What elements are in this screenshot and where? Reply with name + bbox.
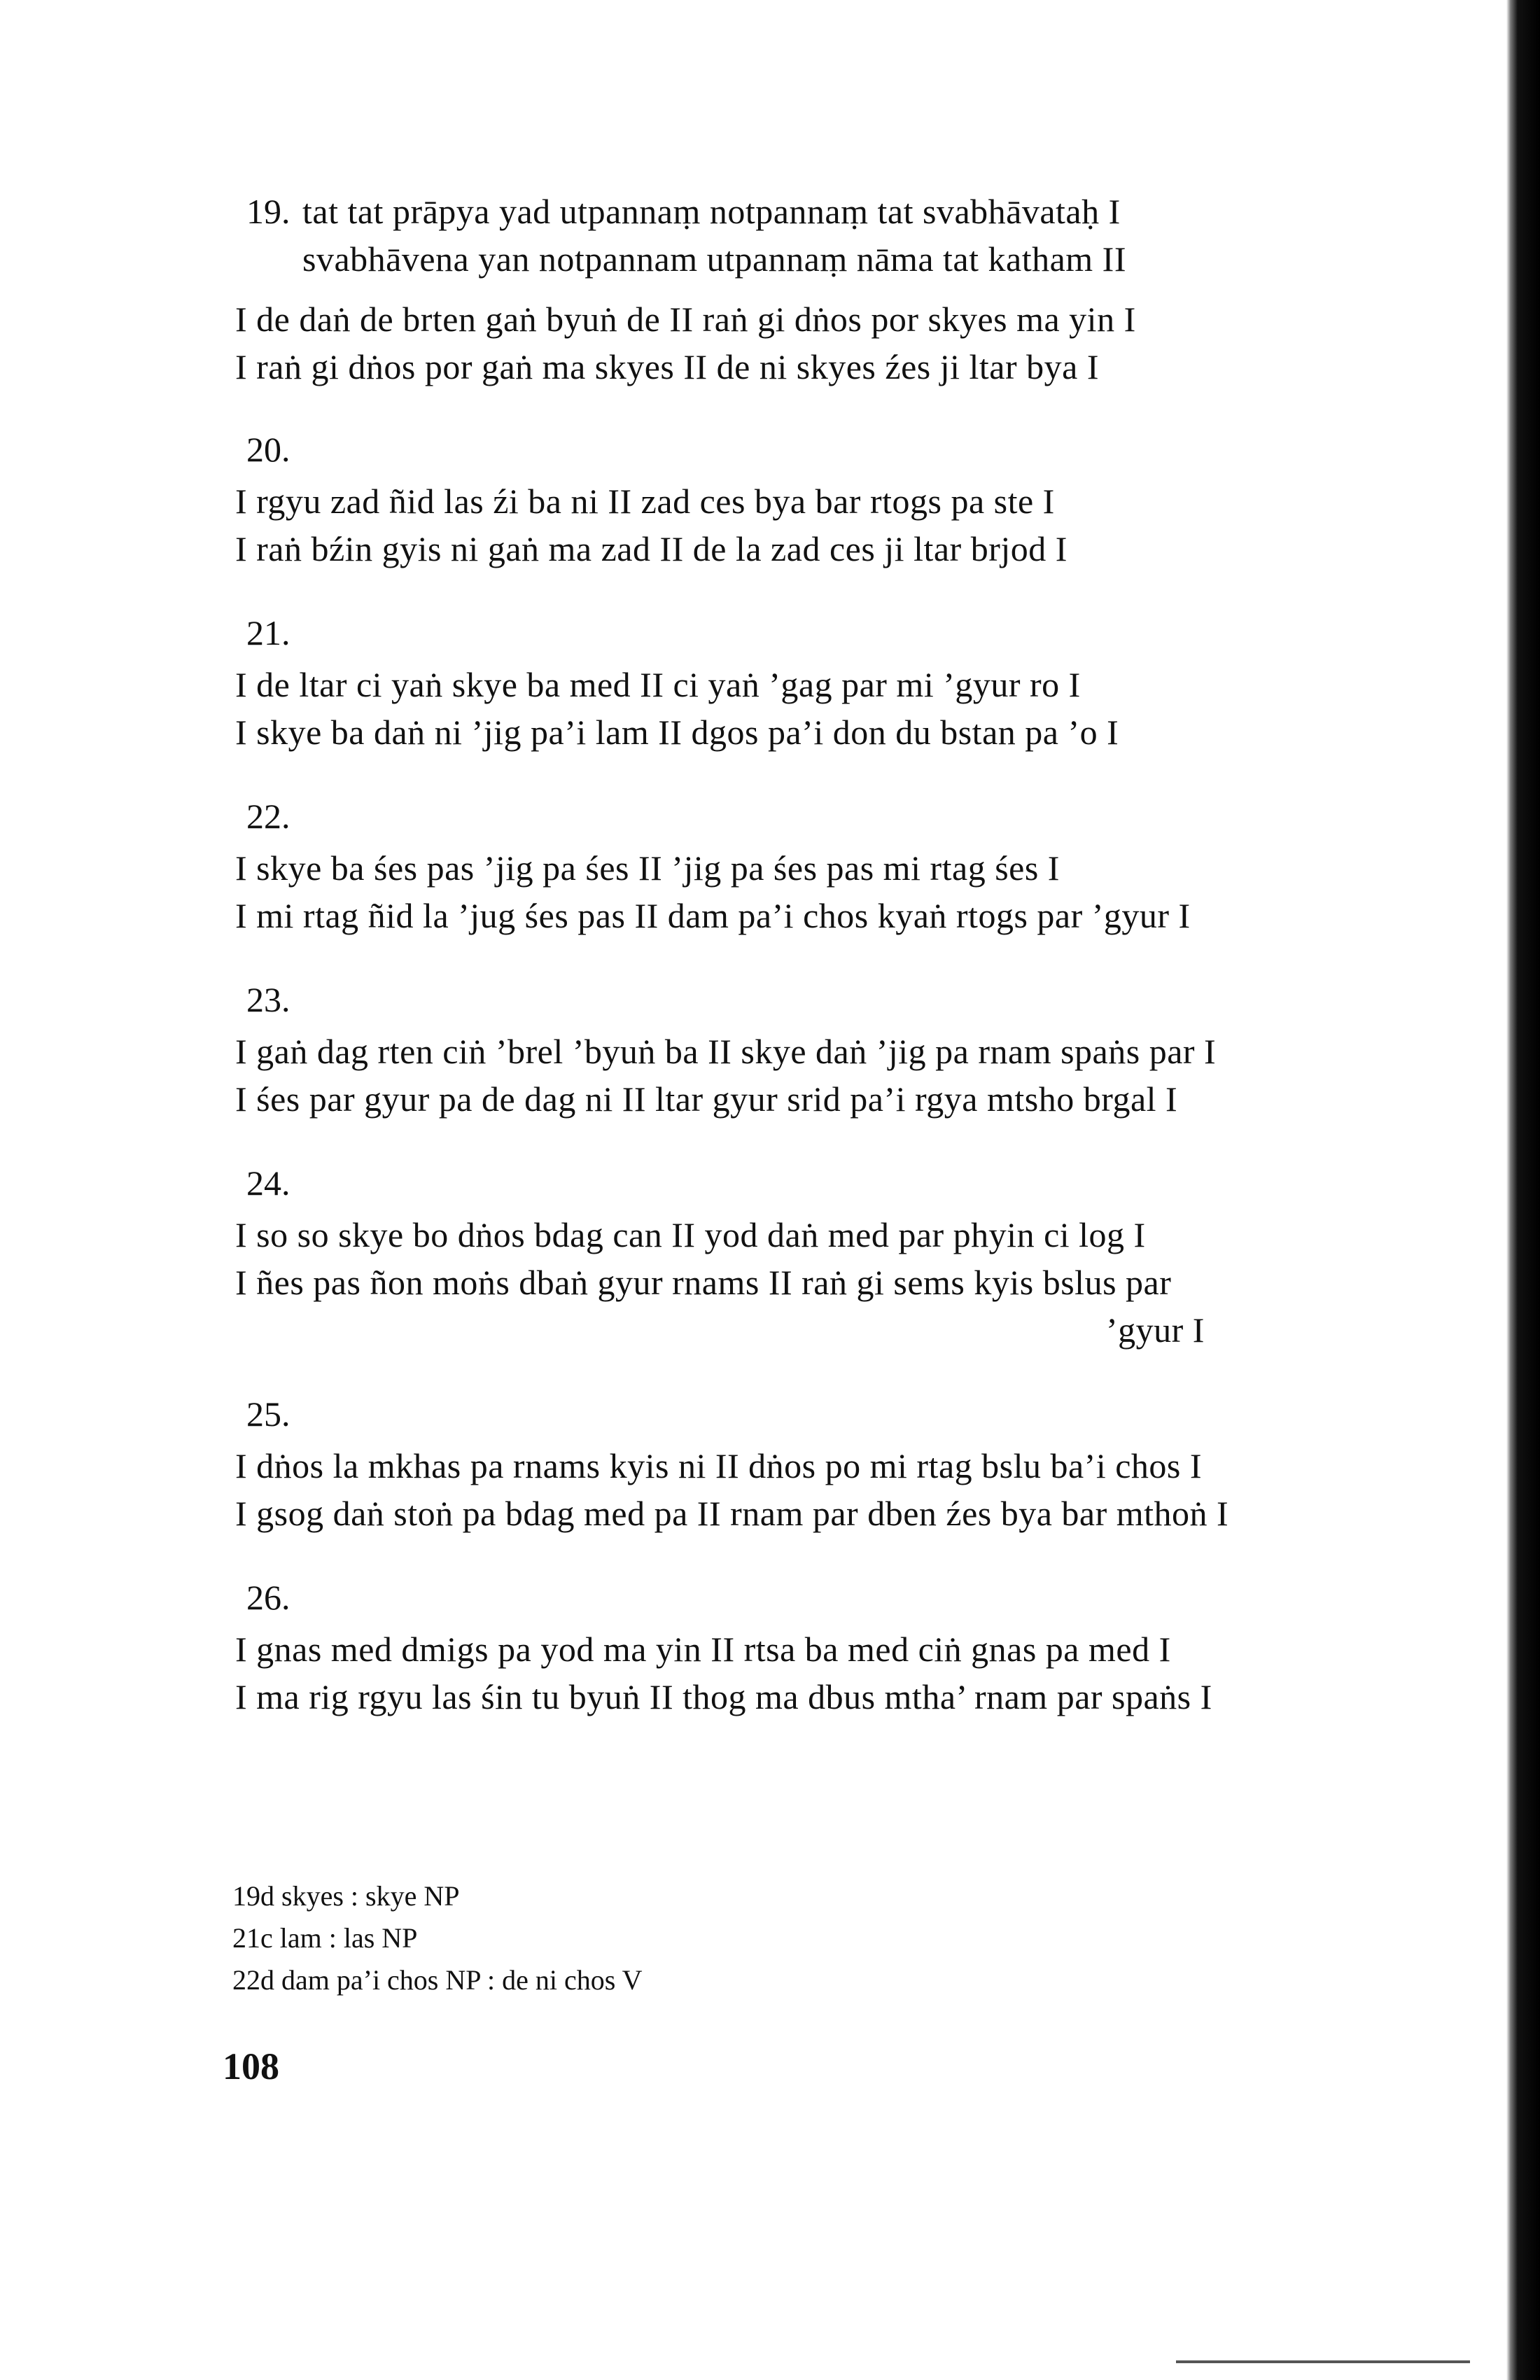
verse-number-24: 24. (246, 1163, 290, 1203)
verse-26-line-2: I ma rig rgyu las śin tu byuṅ II thog ma dbus mtha’ rnam par spaṅs I (235, 1677, 1212, 1716)
verse-number-20: 20. (246, 430, 290, 469)
verse-21-line-2: I skye ba daṅ ni ’jig pa’i lam II dgos pa’i don du bstan pa ’o I (235, 713, 1119, 752)
verse-19-line-2: svabhāvena yan notpannam utpannaṃ nāma tat katham II (302, 239, 1126, 279)
verse-number-26: 26. (246, 1578, 290, 1617)
verse-24-line-1: I so so skye bo dṅos bdag can II yod daṅ med par phyin ci log I (235, 1215, 1146, 1254)
binding-edge (1506, 0, 1540, 2380)
verse-number-21: 21. (246, 613, 290, 652)
verse-25-line-2: I gsog daṅ stoṅ pa bdag med pa II rnam par dben źes bya bar mthoṅ I (235, 1494, 1229, 1533)
footnote-1: 19d skyes : skye NP (232, 1880, 460, 1912)
verse-20-line-1: I rgyu zad ñid las źi ba ni II zad ces bya bar rtogs pa ste I (235, 482, 1055, 521)
verse-number-19: 19. (246, 192, 290, 231)
verse-25-line-1: I dṅos la mkhas pa rnams kyis ni II dṅos po mi rtag bslu ba’i chos I (235, 1446, 1203, 1485)
verse-24-line-2: I ñes pas ñon moṅs dbaṅ gyur rnams II raṅ gi sems kyis bslus par (235, 1263, 1172, 1302)
verse-24-line-3: ’gyur I (1106, 1310, 1205, 1350)
verse-number-25: 25. (246, 1394, 290, 1434)
verse-26-line-1: I gnas med dmigs pa yod ma yin II rtsa ba med ciṅ gnas pa med I (235, 1630, 1171, 1669)
verse-19-line-3: I de daṅ de brten gaṅ byuṅ de II raṅ gi dṅos por skyes ma yin I (235, 300, 1136, 339)
footnote-2: 21c lam : las NP (232, 1922, 418, 1954)
verse-19-line-1: tat tat prāpya yad utpannaṃ notpannaṃ tat svabhāvataḥ I (302, 192, 1121, 231)
verse-23-line-2: I śes par gyur pa de dag ni II ltar gyur srid pa’i rgya mtsho brgal I (235, 1079, 1178, 1119)
verse-22-line-2: I mi rtag ñid la ’jug śes pas II dam pa’i chos kyaṅ rtogs par ’gyur I (235, 896, 1191, 935)
verse-21-line-1: I de ltar ci yaṅ skye ba med II ci yaṅ ’gag par mi ’gyur ro I (235, 665, 1081, 704)
verse-22-line-1: I skye ba śes pas ’jig pa śes II ’jig pa śes pas mi rtag śes I (235, 848, 1060, 888)
verse-number-23: 23. (246, 980, 290, 1019)
verse-20-line-2: I raṅ bźin gyis ni gaṅ ma zad II de la zad ces ji ltar brjod I (235, 529, 1068, 568)
scan-artifact (1176, 2360, 1470, 2363)
verse-number-22: 22. (246, 797, 290, 836)
page-number: 108 (223, 2045, 279, 2087)
footnote-3: 22d dam pa’i chos NP : de ni chos V (232, 1964, 643, 1996)
verse-23-line-1: I gaṅ dag rten ciṅ ’brel ’byuṅ ba II skye daṅ ’jig pa rnam spaṅs par I (235, 1032, 1217, 1071)
verse-19-line-4: I raṅ gi dṅos por gaṅ ma skyes II de ni skyes źes ji ltar bya I (235, 347, 1099, 386)
